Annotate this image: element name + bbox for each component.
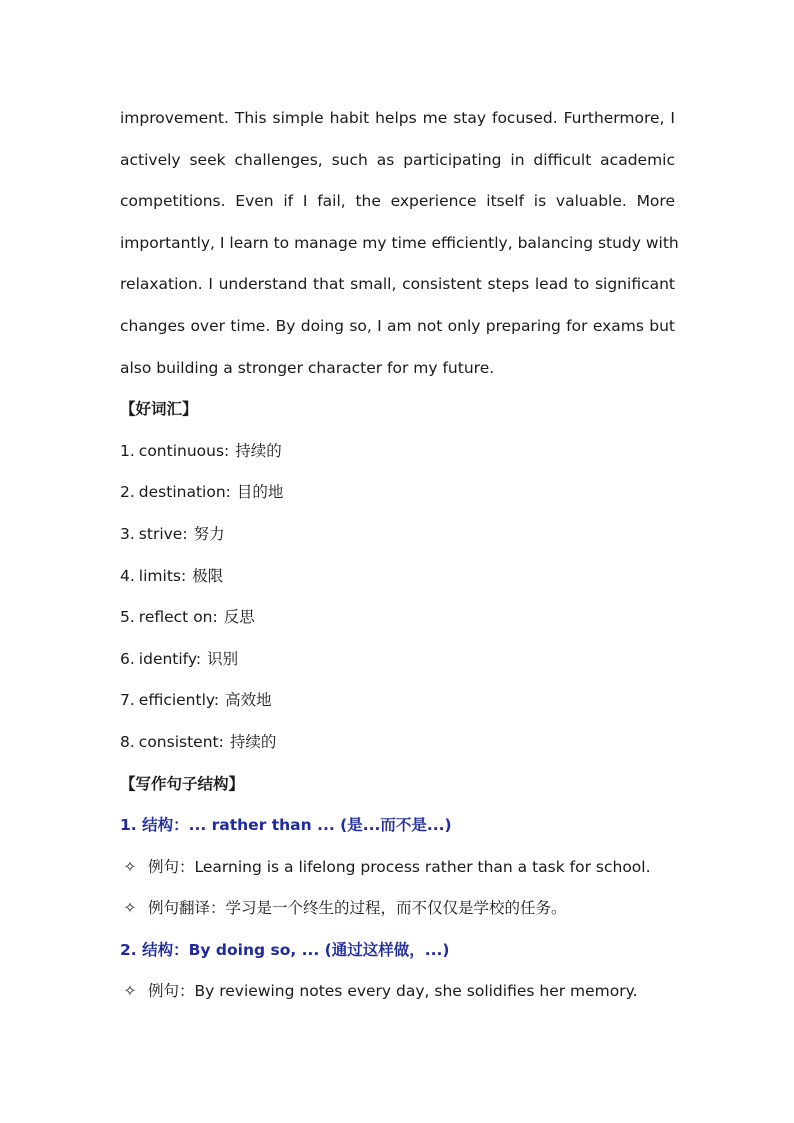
- vocab-number: 1.: [120, 441, 135, 460]
- vocab-english: efficiently:: [138, 691, 220, 710]
- essay-line: also building a stronger character for my future.: [120, 358, 495, 377]
- vocab-chinese: 努力: [193, 524, 225, 543]
- vocab-english: reflect on:: [138, 608, 218, 627]
- structure-translation: [120, 888, 675, 930]
- vocab-english: consistent:: [138, 732, 224, 751]
- vocab-chinese: 反思: [223, 608, 255, 627]
- vocab-item: [120, 597, 675, 639]
- essay-line: importantly, I learn to manage my time efficiently, balancing study with: [120, 233, 679, 252]
- vocab-english: limits:: [138, 566, 187, 585]
- vocab-chinese: 持续的: [229, 732, 277, 751]
- vocab-number: 7.: [120, 691, 135, 710]
- sparkle-bullet-icon: ✧: [123, 857, 137, 876]
- structure-title: 1. 结构：... rather than ... (是...而不是...): [120, 816, 452, 835]
- vocab-english: continuous:: [138, 441, 230, 460]
- vocab-number: 8.: [120, 732, 135, 751]
- vocab-item: [120, 680, 675, 722]
- example-sentence: 例句：Learning is a lifelong process rather than a task for school.: [148, 857, 651, 876]
- vocab-item: [120, 556, 675, 598]
- vocab-chinese: 目的地: [236, 483, 284, 502]
- example-translation: 例句翻译：学习是一个终生的过程，而不仅仅是学校的任务。: [148, 899, 567, 918]
- vocab-item: [120, 431, 675, 473]
- vocab-number: 3.: [120, 524, 135, 543]
- vocab-number: 2.: [120, 483, 135, 502]
- vocab-english: strive:: [138, 524, 188, 543]
- vocab-item: [120, 722, 675, 764]
- sparkle-bullet-icon: ✧: [123, 899, 137, 918]
- vocab-item: [120, 514, 675, 556]
- document-page: [120, 98, 679, 1013]
- structure-example: [120, 971, 675, 1013]
- vocab-chinese: 识别: [207, 649, 239, 668]
- structures-heading: 【写作句子结构】: [120, 774, 245, 793]
- essay-paragraph: [120, 98, 679, 389]
- structure-example: [120, 847, 675, 889]
- essay-line: actively seek challenges, such as participating in difficult academic: [120, 150, 675, 169]
- vocab-item: [120, 472, 675, 514]
- sparkle-bullet-icon: ✧: [123, 982, 137, 1001]
- structure-title: 2. 结构：By doing so, ... (通过这样做，...): [120, 940, 450, 959]
- vocab-english: identify:: [138, 649, 202, 668]
- vocab-chinese: 极限: [192, 566, 224, 585]
- vocab-number: 6.: [120, 649, 135, 668]
- essay-line: relaxation. I understand that small, consistent steps lead to significant: [120, 275, 675, 294]
- example-sentence: 例句：By reviewing notes every day, she solidifies her memory.: [148, 982, 638, 1001]
- vocab-chinese: 高效地: [225, 691, 272, 710]
- essay-line: changes over time. By doing so, I am not only preparing for exams but: [120, 316, 675, 335]
- vocab-item: [120, 639, 675, 681]
- essay-line: competitions. Even if I fail, the experience itself is valuable. More: [120, 192, 675, 211]
- vocab-number: 4.: [120, 566, 135, 585]
- vocab-english: destination:: [138, 483, 231, 502]
- vocab-chinese: 持续的: [235, 441, 282, 460]
- vocab-number: 5.: [120, 608, 135, 627]
- vocab-heading: 【好词汇】: [120, 400, 198, 419]
- essay-line: improvement. This simple habit helps me stay focused. Furthermore, I: [120, 109, 675, 127]
